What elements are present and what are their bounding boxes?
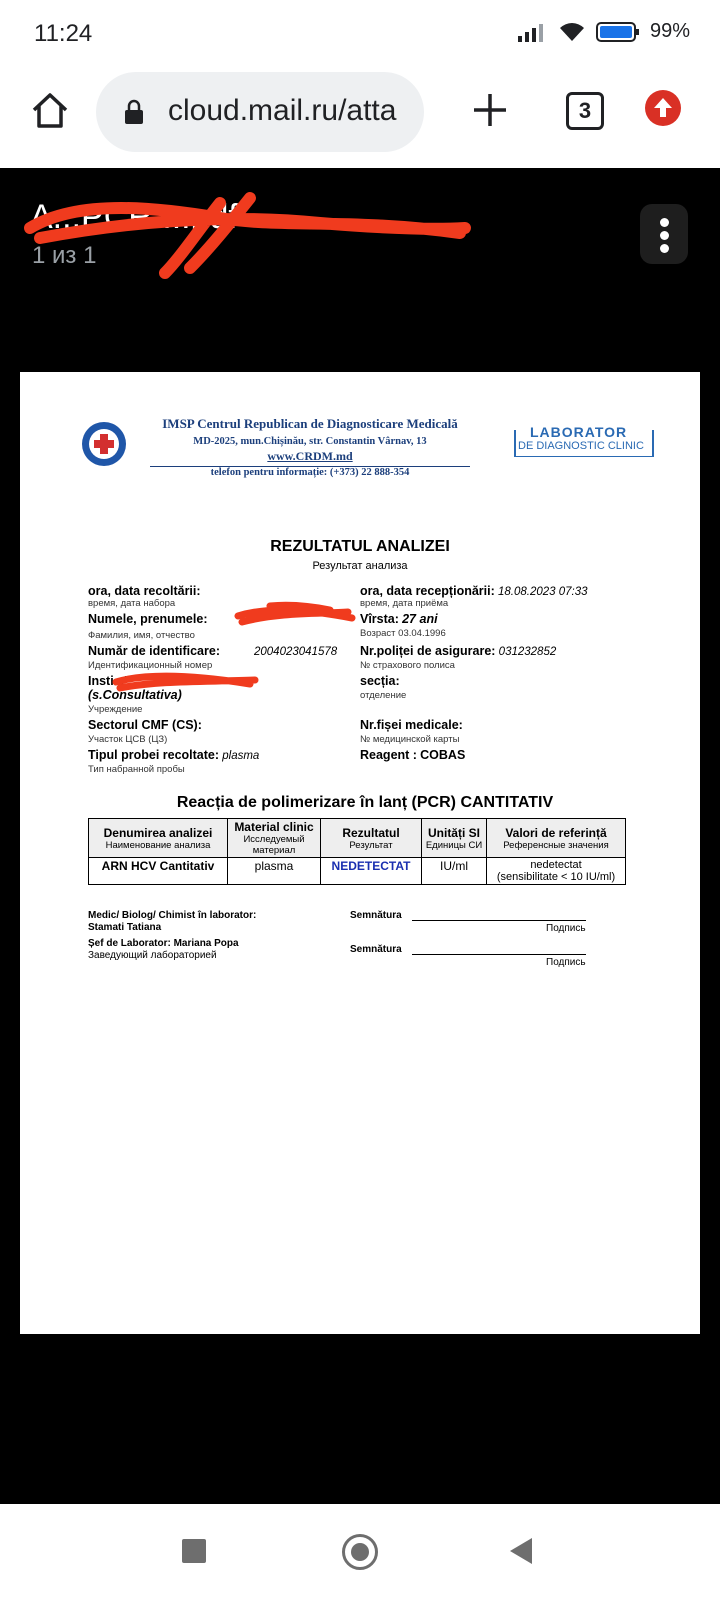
si-units: IU/ml — [422, 858, 487, 885]
reagent-label: Reagent : COBAS — [360, 748, 466, 762]
id-ru: Идентификационный номер — [88, 660, 213, 671]
report-title: REZULTATUL ANALIZEI — [270, 538, 450, 555]
more-dot-icon — [660, 218, 669, 227]
signature-label: Semnătura — [350, 944, 402, 955]
battery-percent: 99% — [649, 20, 690, 42]
pcr-section-title: Reacția de polimerizare în lanț (PCR) CANTITATIV — [176, 794, 554, 811]
table-header: Valori de referință Референсные значения — [487, 819, 626, 858]
age-ru: Возраст 03.04.1996 — [360, 628, 446, 639]
status-time: 11:24 — [34, 20, 93, 47]
analysis-name: ARN HCV Cantitativ — [89, 858, 228, 885]
medic-name: Stamati Tatiana — [88, 922, 162, 933]
crdm-logo — [82, 422, 126, 466]
table-row — [89, 858, 626, 885]
id-label: Număr de identificare: — [88, 644, 220, 658]
address-bar[interactable] — [96, 72, 424, 152]
signal-icon — [518, 22, 548, 42]
system-nav-bar — [0, 1504, 720, 1600]
table-header: Unități SI Единицы СИ — [422, 819, 487, 858]
status-icons — [518, 20, 690, 43]
redaction-scribble — [110, 668, 260, 698]
medic-label: Medic/ Biolog/ Chimist în laborator: — [88, 910, 257, 921]
signature-ru: Подпись — [546, 923, 586, 934]
reference-values: nedetectat (sensibilitate < 10 IU/ml) — [487, 858, 626, 885]
signature-label: Semnătura — [350, 910, 402, 921]
age-label: Vîrsta: 27 ani — [360, 612, 438, 626]
new-tab-icon[interactable] — [470, 90, 510, 130]
arrow-up-icon — [645, 90, 681, 126]
table-header: Rezultatul Результат — [321, 819, 422, 858]
pdf-page — [20, 372, 700, 1334]
name-ru: Фамилия, имя, отчество — [88, 630, 195, 641]
pdf-viewer — [0, 168, 720, 1504]
pdf-file-title: A...PCR....pdf — [30, 198, 238, 236]
lab-logo-line2: DE DIAGNOSTIC CLINIC — [518, 440, 644, 452]
table-header: Denumirea analizei Наименование анализа — [89, 819, 228, 858]
sample-type-value: plasma — [222, 750, 260, 762]
table-header-row — [89, 819, 626, 858]
header-phone: telefon pentru informație: (+373) 22 888-354 — [150, 466, 470, 478]
institution-label: Insti..." — [88, 674, 131, 688]
home-nav-button[interactable] — [342, 1534, 378, 1570]
recents-button[interactable] — [182, 1539, 206, 1563]
age-value: 27 ani — [402, 612, 438, 626]
wifi-icon — [558, 21, 586, 43]
page-counter: 1 из 1 — [32, 242, 97, 269]
reception-time-label: ora, data recepționării: 18.08.2023 07:33 — [360, 584, 588, 598]
more-options-button[interactable] — [640, 204, 688, 264]
url-text: cloud.mail.ru/atta — [168, 94, 397, 127]
status-bar — [0, 0, 720, 68]
policy-label: Nr.poliței de asigurare: 031232852 — [360, 644, 557, 658]
lab-logo — [514, 424, 654, 457]
policy-value: 031232852 — [498, 646, 557, 658]
result-value: NEDETECTAT — [321, 858, 422, 885]
sector-label: Sectorul CMF (CS): — [88, 718, 202, 732]
home-icon[interactable] — [28, 88, 72, 132]
lock-icon — [124, 99, 144, 125]
medical-cross-icon — [82, 422, 126, 466]
medical-record-label: Nr.fișei medicale: — [360, 718, 463, 732]
reagent-value: COBAS — [420, 748, 466, 762]
medical-record-ru: № медицинской карты — [360, 734, 460, 745]
sample-type-label: Tipul probei recoltate: plasma — [88, 748, 260, 762]
section-label: secția: — [360, 674, 400, 688]
report-subtitle: Результат анализа — [312, 560, 408, 572]
signature-ru: Подпись — [546, 957, 586, 968]
name-label: Numele, prenumele: — [88, 612, 208, 626]
browser-toolbar — [0, 68, 720, 169]
head-of-lab: Șef de Laborator: Mariana Popa — [88, 938, 239, 949]
id-value: 2004023041578 — [254, 646, 338, 658]
collection-time-ru: время, дата набора — [88, 598, 176, 609]
reception-time-ru: время, дата приёма — [360, 598, 449, 609]
back-button[interactable] — [510, 1538, 532, 1564]
lab-logo-line1: LABORATOR — [530, 424, 628, 440]
clinical-material: plasma — [228, 858, 321, 885]
header-address: MD-2025, mun.Chișinău, str. Constantin Vârnav, 13 — [193, 436, 427, 447]
sample-type-ru: Тип набранной пробы — [88, 764, 185, 775]
signature-line — [412, 954, 586, 955]
sector-ru: Участок ЦСВ (ЦЗ) — [88, 734, 168, 745]
section-ru: отделение — [360, 690, 407, 701]
collection-time-label: ora, data recoltării: — [88, 584, 201, 598]
redaction-scribble — [230, 600, 360, 630]
institution-header — [130, 416, 490, 478]
header-website: www.CRDM.md — [267, 449, 353, 463]
battery-icon — [596, 21, 640, 43]
reception-time-value: 18.08.2023 07:33 — [497, 586, 588, 598]
home-circle-icon — [351, 1543, 369, 1561]
header-name: IMSP Centrul Republican de Diagnosticare Medicală — [162, 416, 458, 431]
table-header: Material clinic Исследуемый материал — [228, 819, 321, 858]
policy-ru: № страхового полиса — [360, 660, 455, 671]
more-dot-icon — [660, 231, 669, 240]
institution-line2: (s.Consultativa) — [88, 688, 182, 702]
results-table — [88, 818, 626, 885]
institution-ru: Учреждение — [88, 704, 143, 715]
more-dot-icon — [660, 244, 669, 253]
update-button[interactable] — [645, 90, 681, 126]
tab-switcher-button[interactable]: 3 — [566, 92, 604, 130]
redaction-scribble — [20, 178, 480, 288]
signature-line — [412, 920, 586, 921]
head-of-lab-ru: Заведующий лабораторией — [88, 950, 217, 961]
